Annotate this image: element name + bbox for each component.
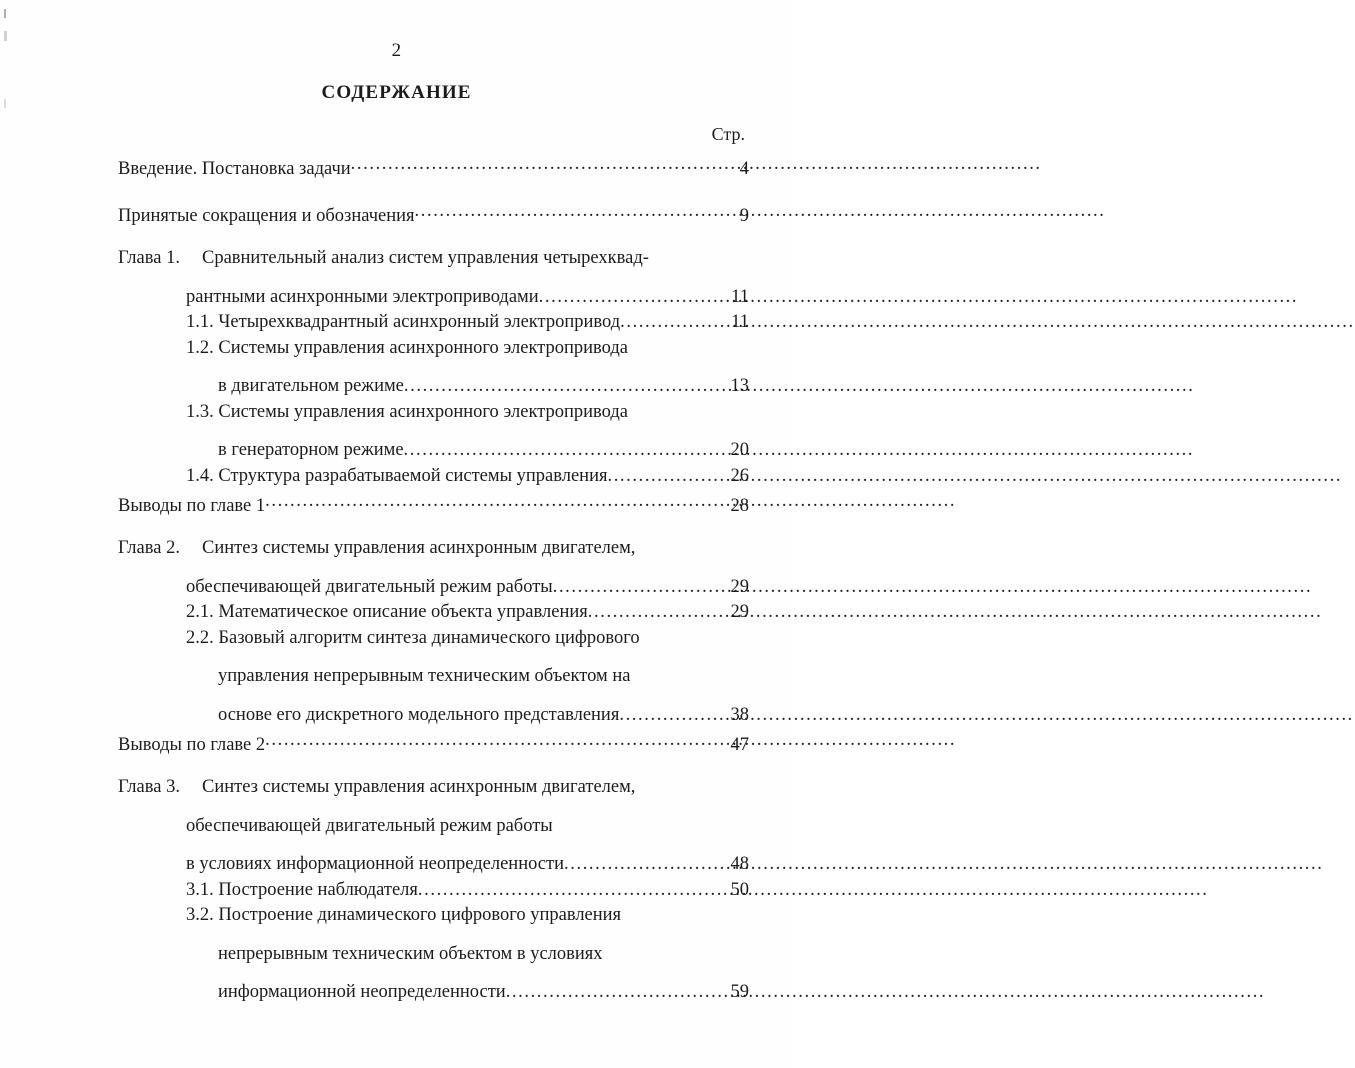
toc-line[interactable] [118,249,749,268]
toc-chapter-label: Глава 2. [118,538,180,558]
toc-line[interactable] [118,202,749,225]
toc-line-body [118,731,715,754]
toc-entry-title: обеспечивающей двигательный режим работы [186,576,553,597]
toc-page-number: 13 [730,376,749,396]
toc-entry-title: в двигательном режиме [218,376,404,396]
toc-entry-title: Синтез системы управления асинхронным двигателем, [202,538,636,558]
toc-line[interactable] [118,602,1323,622]
toc-line-body [218,945,715,964]
toc-chapter-label: Глава 1. [118,248,180,268]
toc-entry[interactable] [118,538,1313,597]
dot-leader: ..... ........... [539,288,1298,307]
toc-line[interactable] [118,629,749,648]
toc-entry-title: в условиях информационной неопределенности [186,854,565,874]
toc-line-body [186,403,715,422]
toc-entry-title: 3.1. Построение наблюдателя [186,879,418,900]
page-folio-number: 2 [391,40,402,61]
dot-leader: ..... ........... [553,578,1312,597]
toc-line[interactable] [118,879,1209,900]
toc-line[interactable] [118,403,749,422]
toc-page-number: 47 [730,734,749,755]
toc-page-number: 28 [730,495,749,516]
toc-line[interactable] [118,731,749,754]
dot-leader: ..... ....... [607,467,1342,486]
toc-entry[interactable] [118,492,749,515]
toc-entry-title: Выводы по главе 1 [118,495,266,516]
toc-line[interactable] [118,465,1343,486]
dot-leader: ..... ................ [404,377,1195,396]
toc-line[interactable] [118,667,749,686]
dot-leader: ..... ....... [620,313,1355,332]
toc-page-number: 48 [730,854,749,874]
toc-line[interactable] [118,539,749,558]
toc-spacer [118,225,749,249]
toc-page-number: 29 [730,576,749,597]
toc-entry-title: 1.2. Системы управления асинхронного электропривода [186,337,628,358]
toc-page-number: 26 [730,465,749,486]
toc-entry-title: в генераторном режиме [218,440,404,460]
toc-page-number: 11 [731,286,749,307]
toc-line-body [218,667,715,686]
toc-line[interactable] [118,778,749,797]
toc-line-body [186,817,715,836]
toc-line[interactable] [118,286,1299,307]
dot-leader [265,731,715,750]
toc-line[interactable] [118,817,749,836]
toc-line[interactable] [118,704,1354,725]
toc-chapter-label: Глава 3. [118,777,180,797]
toc-entry-title: 1.1. Четырехквадрантный асинхронный электропривод [186,312,621,332]
toc-entry-title: обеспечивающей двигательный режим работы [186,815,553,836]
toc-entry[interactable] [118,248,1299,307]
toc-line-body [118,492,715,515]
toc-page-number: 59 [730,982,749,1002]
toc-entry-title: основе его дискретного модельного представления [218,704,620,725]
toc-page-number: 20 [730,440,749,460]
toc-line-body [186,339,715,358]
toc-entry[interactable] [118,401,1195,460]
toc-spacer [118,515,749,539]
toc-line[interactable] [118,339,749,358]
toc-line-body [186,312,1355,332]
dot-leader: ..... ................ [418,881,1209,900]
page-title: СОДЕРЖАНИЕ [321,82,472,103]
toc-line-body [186,906,715,925]
toc-line[interactable] [118,312,1355,332]
toc-entry-title: 2.2. Базовый алгоритм синтеза динамического цифрового [186,627,640,648]
dot-leader: ..... ................ [404,441,1195,460]
toc-line[interactable] [118,376,1195,396]
toc-line[interactable] [118,906,749,925]
toc-entry-title: управления непрерывным техническим объектом на [218,666,631,686]
toc-line[interactable] [118,155,749,178]
toc-entry-title: Синтез системы управления асинхронным двигателем, [202,777,636,797]
toc-spacer [118,178,749,202]
toc-line-body [118,155,715,178]
toc-entry[interactable] [118,602,1323,622]
toc-entry-title: 1.4. Структура разрабатываемой системы управления [186,465,608,486]
toc-entry-title: Выводы по главе 2 [118,734,266,755]
toc-page-number: 38 [730,704,749,725]
toc-entry-title: информационной неопределенности [218,982,506,1002]
dot-leader [415,202,715,221]
toc-page-number: 9 [739,205,749,226]
toc-line[interactable] [118,576,1313,597]
toc-line-body [118,778,715,797]
toc-line-body [118,249,715,268]
toc-line[interactable] [118,440,1195,460]
dot-leader [265,492,715,511]
toc-entry-title: 1.3. Системы управления асинхронного электропривода [186,401,628,422]
toc-line-body [118,202,715,225]
toc-entry-title: рантными асинхронными электроприводами [186,286,539,307]
dot-leader: ..... ........... [564,855,1323,874]
toc-line[interactable] [118,492,749,515]
toc-line[interactable] [118,982,1266,1002]
table-of-contents [118,155,1355,1002]
toc-entry[interactable] [118,155,749,178]
toc-line-body [186,629,715,648]
toc-entry[interactable] [118,465,1343,486]
toc-line[interactable] [118,945,749,964]
toc-entry[interactable] [118,905,1266,1002]
toc-entry[interactable] [118,312,1355,332]
toc-spacer [118,754,749,778]
toc-entry-title: 2.1. Математическое описание объекта управления [186,602,588,622]
toc-line[interactable] [118,854,1324,874]
scan-artifact [4,9,6,18]
dot-leader [351,155,715,174]
toc-entry-title: 3.2. Построение динамического цифрового управления [186,905,622,925]
toc-page-number: 29 [730,602,749,622]
toc-page-number: 11 [731,312,749,332]
toc-entry-title: непрерывным техническим объектом в условиях [218,943,603,964]
toc-entry-title: Введение. Постановка задачи [118,158,351,179]
toc-line-body [118,539,715,558]
toc-entry[interactable] [118,627,1354,725]
toc-entry[interactable] [118,879,1209,900]
page-column-header: Стр. [711,124,745,144]
dot-leader: ..... ....... [588,603,1323,622]
toc-entry[interactable] [118,777,1324,874]
toc-entry-title: Принятые сокращения и обозначения [118,205,415,226]
dot-leader: ..... ....... [619,706,1354,725]
toc-entry-title: Сравнительный анализ систем управления четырехквад- [202,248,649,268]
toc-page-number: 50 [730,879,749,900]
toc-page-number: 4 [739,158,749,179]
toc-entry[interactable] [118,202,749,225]
toc-entry[interactable] [118,337,1195,396]
dot-leader: ..... ........... [506,983,1265,1002]
toc-entry[interactable] [118,731,749,754]
